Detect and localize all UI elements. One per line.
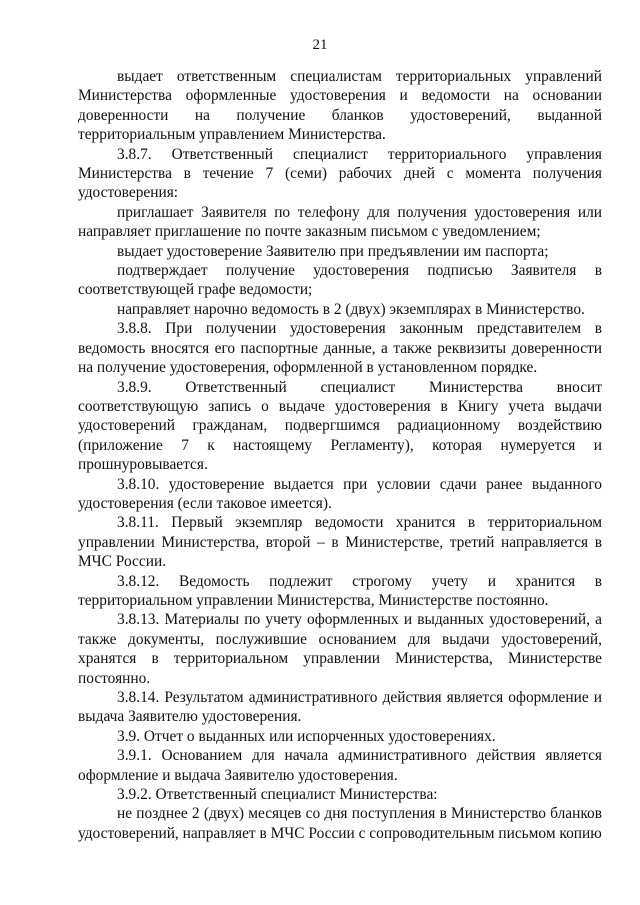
paragraph-3-8-12: 3.8.12. Ведомость подлежит строгому учету и хранится в территориальном управлении Министерства, Министерстве постоянно. <box>78 572 602 609</box>
paragraph-3-9-2: 3.9.2. Ответственный специалист Министерства: <box>117 786 438 804</box>
paragraph-issue-on-passport: выдает удостоверение Заявителю при предъявлении им паспорта; <box>117 242 549 260</box>
paragraph-invite-applicant: приглашает Заявителя по телефону для получения удостоверения или направляет приглашение по почте заказным письмом с уведомлением; <box>78 203 602 241</box>
paragraph-3-8-8: 3.8.8. При получении удостоверения законным представителем в ведомость вносятся его паспортные данные, а также реквизиты доверенности на получение удостоверения, оформленной в установленном порядке. <box>78 320 602 377</box>
paragraph-3-8-13: 3.8.13. Материалы по учету оформленных и выданных удостоверений, а также документы, послужившие основанием для выдачи удостоверений, хранятся в территориальном управлении Министерства, Министерстве постоянно. <box>78 611 602 687</box>
paragraph-report-deadline: не позднее 2 (двух) месяцев со дня поступления в Министерство бланков удостоверений, направляет в МЧС России с сопроводительным письмом копию <box>78 805 602 842</box>
paragraph-3-8-7: 3.8.7. Ответственный специалист территориального управления Министерства в течение 7 (семи) рабочих дней с момента получения удостоверения: <box>78 145 602 202</box>
page-number: 21 <box>312 37 328 53</box>
paragraph-send-statement: направляет нарочно ведомость в 2 (двух) экземплярах в Министерство. <box>117 300 585 318</box>
paragraph-issue-certificates: выдает ответственным специалистам территориальных управлений Министерства оформленные удостоверения и ведомости на основании доверенности на получение бланков удостоверений, выданной территориальным управлением Министерства. <box>78 68 602 144</box>
paragraph-3-9: 3.9. Отчет о выданных или испорченных удостоверениях. <box>117 727 496 745</box>
paragraph-3-9-1: 3.9.1. Основанием для начала административного действия является оформление и выдача Заявителю удостоверения. <box>78 747 602 784</box>
paragraph-confirm-receipt: подтверждает получение удостоверения подписью Заявителя в соответствующей графе ведомости; <box>78 262 602 299</box>
paragraph-3-8-10: 3.8.10. удостоверение выдается при условии сдачи ранее выданного удостоверения (если таковое имеется). <box>78 475 602 512</box>
paragraph-3-8-9: 3.8.9. Ответственный специалист Министерства вносит соответствующую запись о выдаче удостоверения в Книгу учета выдачи удостоверений гражданам, подвергшимся радиационному воздействию (приложение 7 к настоящему Регламенту), которая нумеруется и прошнуровывается. <box>78 378 602 474</box>
paragraph-3-8-11: 3.8.11. Первый экземпляр ведомости хранится в территориальном управлении Министерства, второй – в Министерстве, третий направляется в МЧС России. <box>78 514 602 571</box>
paragraph-3-8-14: 3.8.14. Результатом административного действия является оформление и выдача Заявителю удостоверения. <box>78 689 602 726</box>
document-body <box>78 67 602 843</box>
